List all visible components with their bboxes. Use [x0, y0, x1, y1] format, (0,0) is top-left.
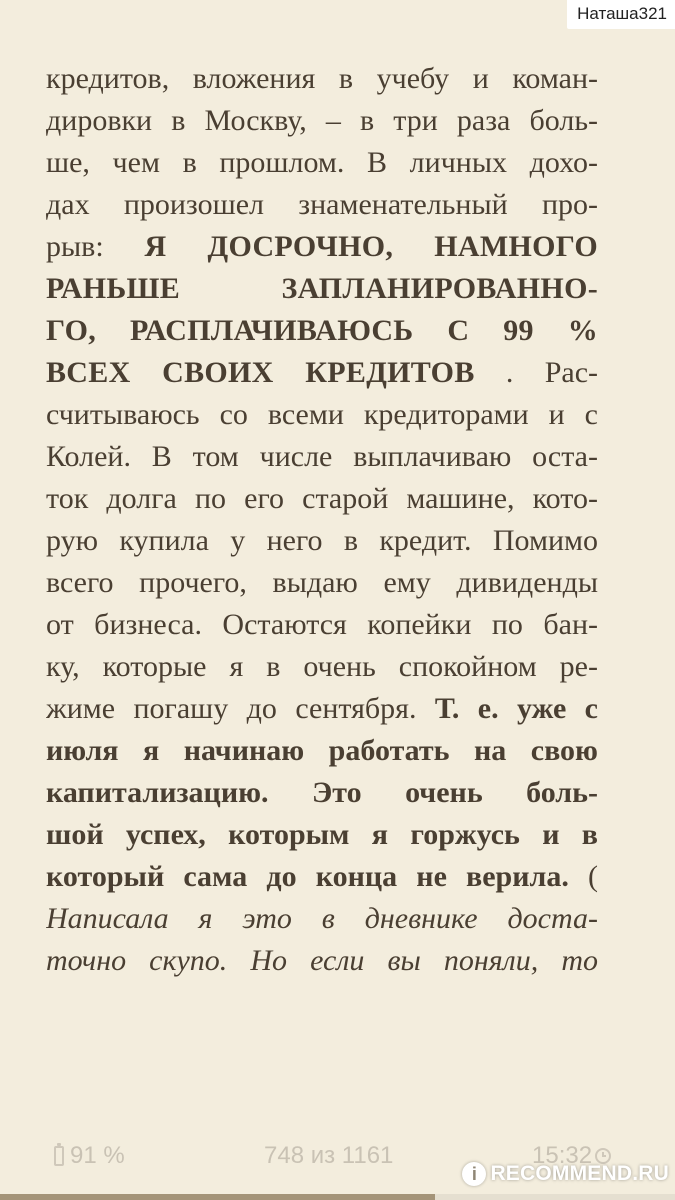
reader-text-segment: рую купила у него в кредит. Помимо [46, 524, 598, 557]
page-counter: 748 из 1161 [264, 1142, 394, 1169]
reader-text-segment: капитализацию. Это очень боль- [46, 776, 598, 809]
reader-text-segment: Написала я это в дневнике доста- [46, 902, 598, 935]
reader-line [46, 352, 598, 394]
reader-text-segment: ВСЕХ СВОИХ КРЕДИТОВ [46, 356, 475, 389]
reader-line [46, 310, 598, 352]
reader-text-segment: точно скупо. Но если вы поняли, то [46, 944, 598, 977]
reader-text-segment: июля я начинаю работать на свою [46, 734, 598, 767]
reader-text-segment: Я ДОСРОЧНО, НАМНОГО [144, 230, 598, 263]
battery-level: 91 % [70, 1142, 125, 1169]
reader-line [46, 100, 598, 142]
reader-text-segment: дировки в Москву, – в три раза боль- [46, 104, 598, 137]
reader-line [46, 898, 598, 940]
reader-text-segment: ток долга по его старой машине, кото- [46, 482, 598, 515]
reader-line [46, 856, 598, 898]
reader-text-segment: кредитов, вложения в учебу и коман- [46, 62, 598, 95]
reader-text-segment: ку, которые я в очень спокойном ре- [46, 650, 598, 683]
reader-line [46, 562, 598, 604]
clock-time: 15:32 [532, 1142, 593, 1169]
reader-text-segment: Колей. В том числе выплачиваю оста- [46, 440, 598, 473]
reader-line [46, 772, 598, 814]
reading-progress-fill [0, 1194, 435, 1200]
reader-line [46, 142, 598, 184]
reader-line [46, 940, 598, 982]
reader-line [46, 436, 598, 478]
reader-text-segment: ше, чем в прошлом. В личных дохо- [46, 146, 598, 179]
reader-text-segment: Т. е. уже с [434, 692, 598, 725]
reading-progress-track[interactable] [0, 1194, 675, 1200]
reader-text-segment: РАНЬШЕ ЗАПЛАНИРОВАННО- [46, 272, 598, 305]
reader-text-segment: всего прочего, выдаю ему дивиденды [46, 566, 598, 599]
reader-text-segment: шой успех, которым я горжусь и в [46, 818, 598, 851]
reader-text-segment: который сама до конца не верила. [46, 860, 569, 893]
reader-text-segment: от бизнеса. Остаются копейки по бан- [46, 608, 598, 641]
reader-line [46, 394, 598, 436]
reader-line [46, 520, 598, 562]
battery-icon [54, 1146, 64, 1166]
reader-line [46, 478, 598, 520]
reader-line [46, 646, 598, 688]
reader-text-segment: жиме погашу до сентября. [46, 692, 435, 725]
recommend-site-name: RECOMMEND.RU [490, 1162, 669, 1185]
watermark-username: Наташа321 [567, 0, 675, 29]
reader-text-segment: . Рас- [474, 356, 598, 389]
reader-line [46, 730, 598, 772]
reader-line [46, 604, 598, 646]
reader-text-segment: считываюсь со всеми кредиторами и с [46, 398, 598, 431]
recommend-badge: i [462, 1162, 486, 1186]
reader-line [46, 814, 598, 856]
reader-line [46, 184, 598, 226]
reader-text-segment: ( [568, 860, 598, 893]
reader-line [46, 58, 598, 100]
reader-text-segment: ГО, РАСПЛАЧИВАЮСЬ С 99 % [46, 314, 598, 347]
reader-line [46, 226, 598, 268]
reader-text-segment: рыв: [46, 230, 145, 263]
reader-page[interactable] [46, 58, 598, 982]
reader-line [46, 268, 598, 310]
reader-line [46, 688, 598, 730]
battery-indicator [54, 1142, 125, 1170]
recommend-watermark-logo [462, 1162, 669, 1186]
reader-text-segment: дах произошел знаменательный про- [46, 188, 598, 221]
